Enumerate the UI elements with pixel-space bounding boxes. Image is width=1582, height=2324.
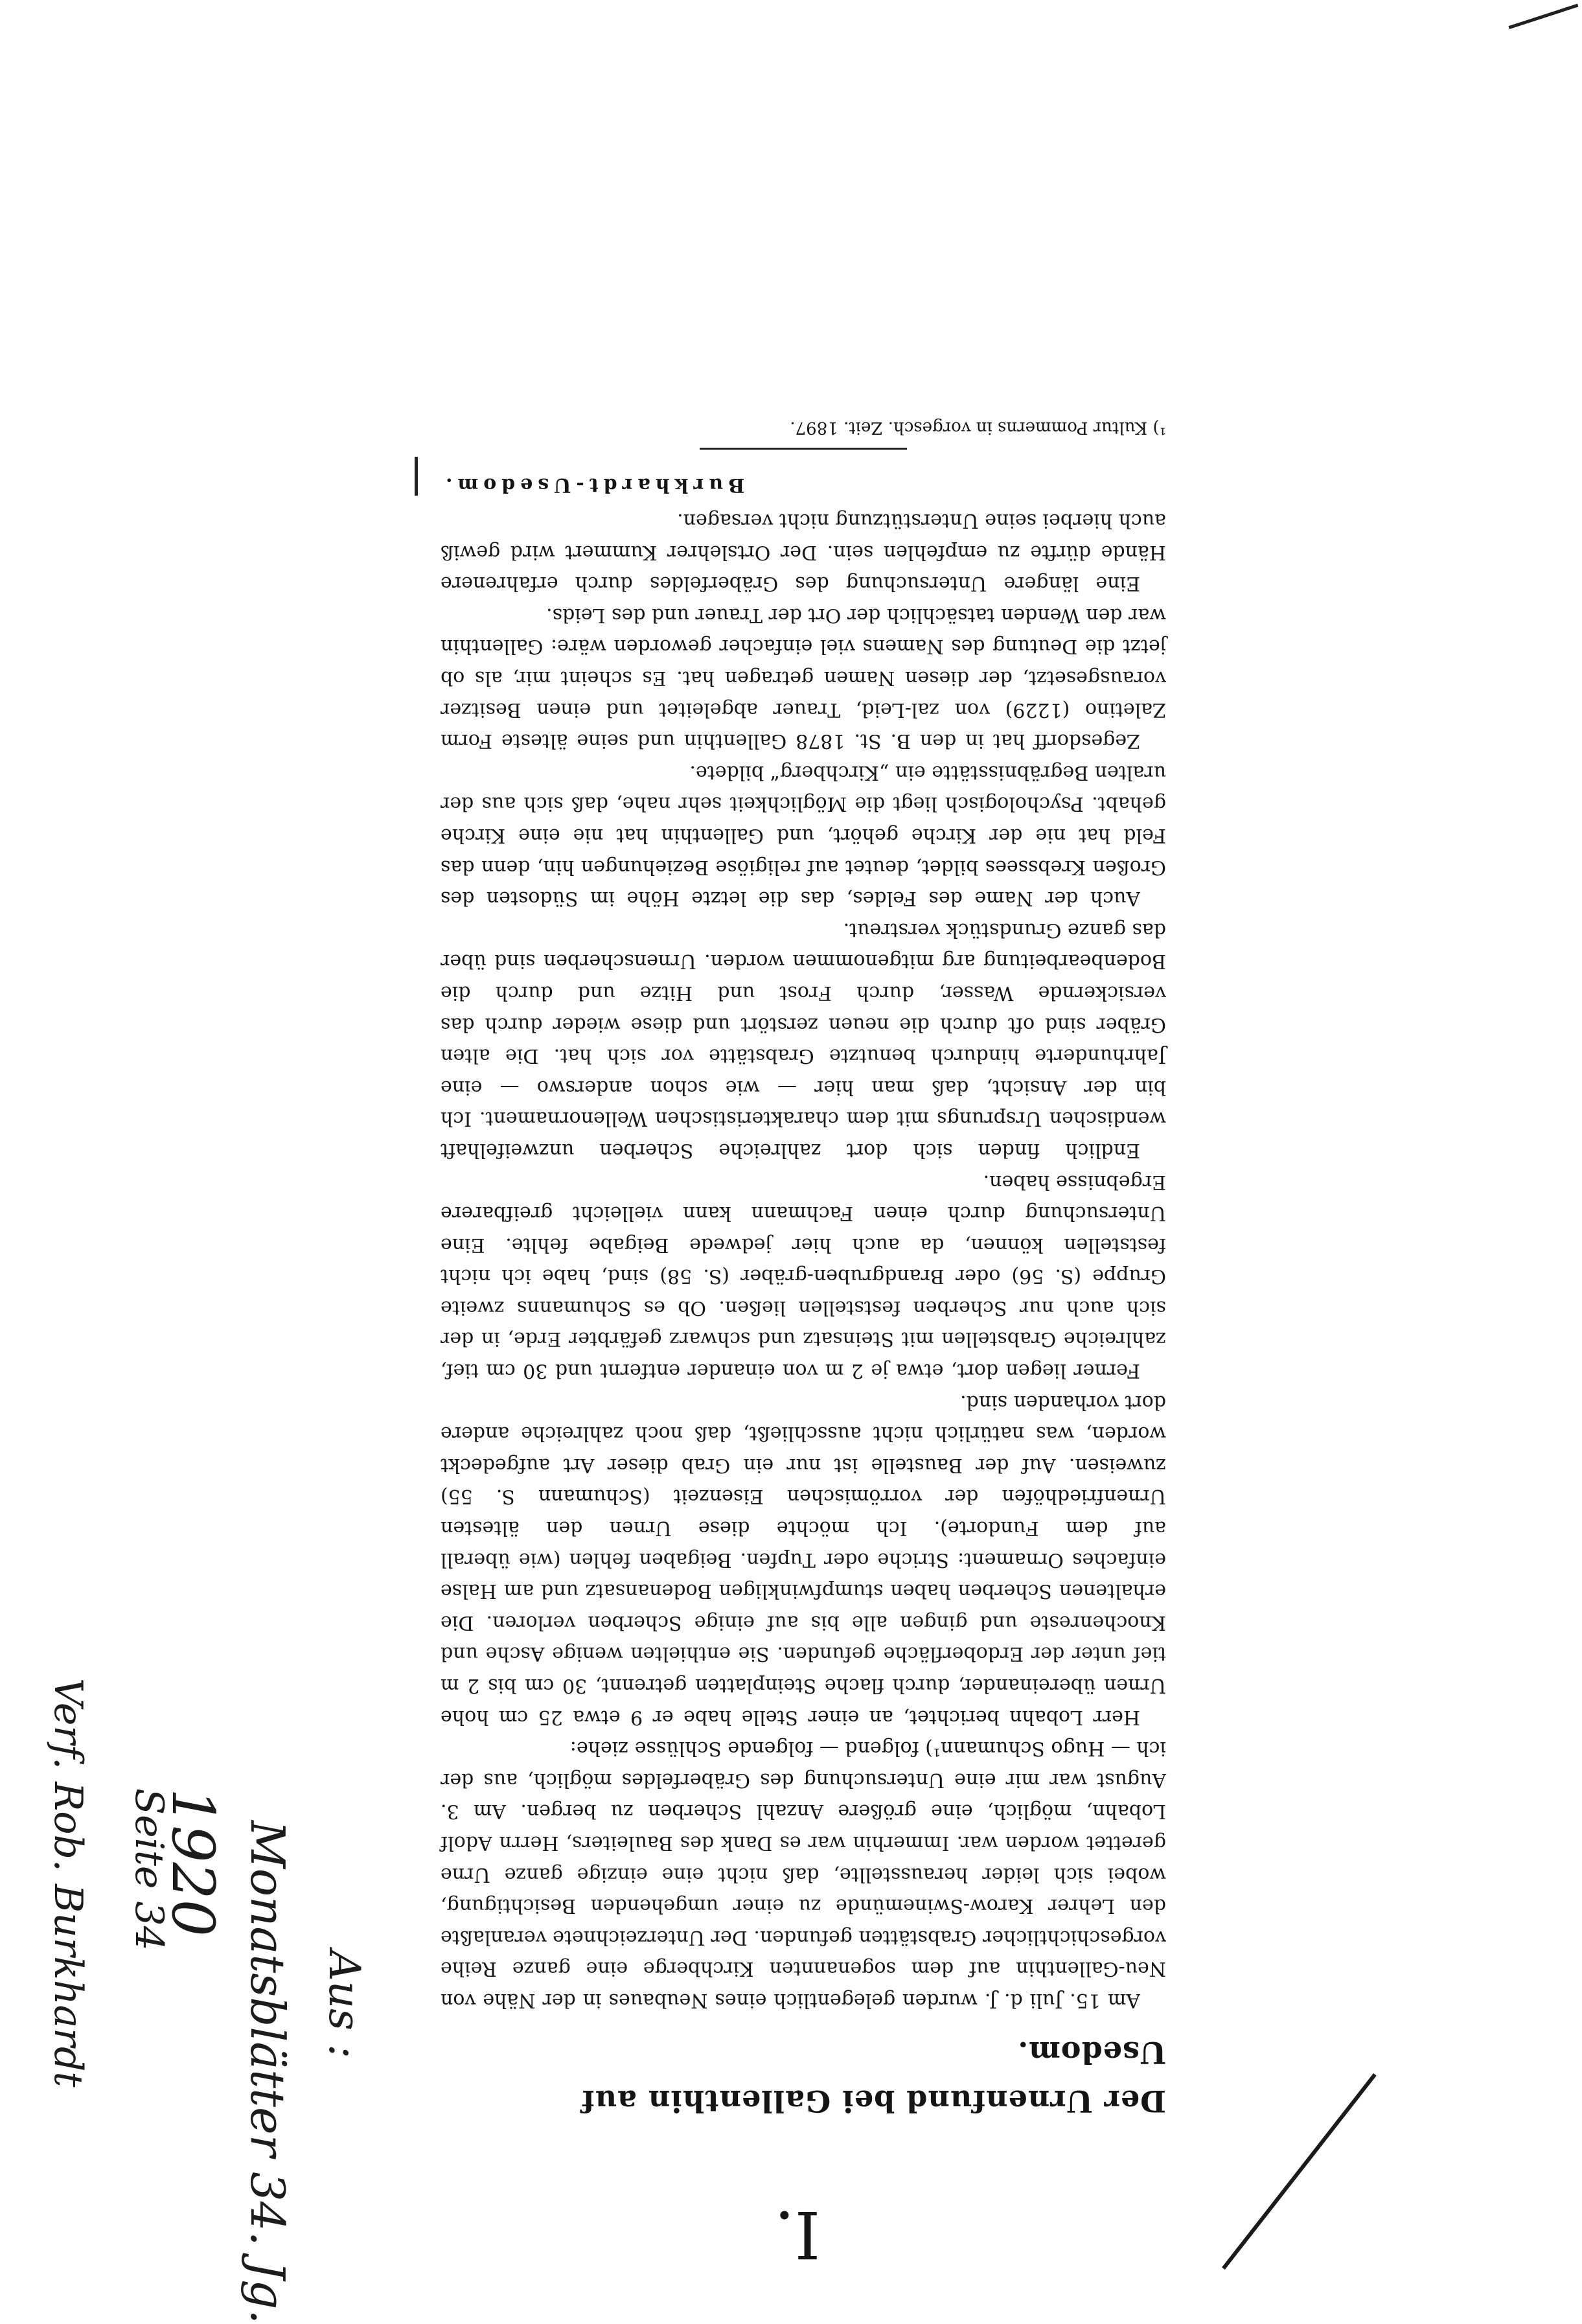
handwritten-note-source: Monatsblätter 34. Jg.: [240, 1821, 295, 2324]
article-author: Burkhardt-Usedom.: [441, 474, 745, 497]
handwritten-note-aus: Aus :: [319, 1950, 369, 2059]
article-title: Der Urnenfund bei Gallenthin auf Usedom.: [580, 2035, 1166, 2119]
article-paragraph-3: Ferner liegen dort, etwa je 2 m von einander entfernt und 30 cm tief, zahlreiche Grabstellen mit Steinsatz und schwarz gefärbter Erde, in der sich auch nur Scherben feststellen ließen. Ob es Schumanns zweite Gruppe (S. 56) oder Brandgruben-gräber (S. 58) sind, habe ich nicht feststellen können, da auch hier jedwede Beigabe fehlte. Eine Untersuchung durch einen Fachmann kann vielleicht greifbarere Ergebnisse haben.: [441, 1170, 1166, 1383]
page-mark-bar: [415, 457, 418, 496]
handwritten-note-year: 1920: [159, 1788, 227, 1937]
footnote-divider: [700, 448, 907, 450]
article-paragraph-1: Am 15. Juli d. J. wurden gelegentlich eines Neubaues in der Nähe von Neu-Gallenthin auf dem sogenannten Kirchberge eine ganze Reihe vorgeschichtlicher Grabstätten gefunden. Der Unterzeichnete veranlaßte den Lehrer Karow-Swinemünde zu einer umgehenden Besichtigung, wobei sich leider herausstellte, daß nicht eine einzige ganze Urne gerettet worden war. Immerhin war es Dank des Bauleiters, Herrn Adolf Lobahn, möglich, eine größere Anzahl Scherben zu bergen. Am 3. August war mir eine Untersuchung des Gräberfeldes möglich, aus der ich — Hugo Schumann¹) folgend — folgende Schlüsse ziehe:: [441, 1737, 1166, 2012]
scan-edge-line-top: [1500, 0, 1578, 29]
newspaper-clipping: [441, 417, 1166, 2125]
page-number: I.: [774, 2196, 821, 2272]
handwritten-note-page: Seite 34: [126, 1788, 172, 1951]
handwritten-note-author: Verf. Rob. Burkhardt: [45, 1678, 91, 2088]
scan-edge-line-bottom: [1222, 2073, 1377, 2270]
article-paragraph-6: Zegesdorff hat in den B. St. 1878 Gallenthin und seine älteste Form Zaletino (1229) von zal-Leid, Trauer abgeleitet und einen Besitzer vorausgesetzt, der diesen Namen getragen hat. Es scheint mir, als ob jetzt die Deutung des Namens viel einfacher geworden wäre: Gallenthin war den Wenden tatsächlich der Ort der Trauer und des Leids.: [441, 603, 1166, 753]
article-paragraph-7: Eine längere Untersuchung des Gräberfeldes durch erfahrenere Hände dürfte zu empfehlen sein. Der Ortslehrer Kummert wird gewiß auch hierbei seine Unterstützung nicht versagen.: [441, 509, 1166, 595]
article-footnote: ¹) Kultur Pommerns in vorgesch. Zeit. 1897.: [790, 417, 1166, 437]
article-paragraph-5: Auch der Name des Feldes, das die letzte Höhe im Südosten des Großen Krebssees bildet, deutet auf religiöse Beziehungen hin, denn das Feld hat nie der Kirche gehört, und Gallenthin hat nie eine Kirche gehabt. Psychologisch liegt die Möglichkeit sehr nahe, daß sich aus der uralten Begräbnisstätte ein „Kirchberg“ bildete.: [441, 761, 1166, 910]
article-paragraph-4: Endlich finden sich dort zahlreiche Scherben unzweifelhaft wendischen Ursprungs mit dem charakteristischen Wellenornament. Ich bin der Ansicht, daß man hier — wie schon anderswo — eine Jahrhunderte hindurch benutzte Grabstätte vor sich hat. Die alten Gräber sind oft durch die neuen zerstört und diese wieder durch das versickernde Wasser, durch Frost und Hitze und durch die Bodenbearbeitung arg mitgenommen worden. Urnenscherben sind über das ganze Grundstück verstreut.: [441, 918, 1166, 1162]
article-paragraph-2: Herr Lobahn berichtet, an einer Stelle habe er 9 etwa 25 cm hohe Urnen übereinander, durch flache Steinplatten getrennt, 30 cm bis 2 m tief unter der Erdoberfläche gefunden. Sie enthielten wenige Asche und Knochenreste und gingen alle bis auf einige Scherben verloren. Die erhaltenen Scherben haben stumpfwinkligen Bodenansatz und am Halse einfaches Ornament: Striche oder Tupfen. Beigaben fehlen (wie überall auf dem Fundorte). Ich möchte diese Urnen den ältesten Urnenfriedhöfen der vorrömischen Eisenzeit (Schumann S. 55) zuweisen. Auf der Baustelle ist nur ein Grab dieser Art aufgedeckt worden, was natürlich nicht ausschließt, daß noch zahlreiche andere dort vorhanden sind.: [441, 1390, 1166, 1729]
